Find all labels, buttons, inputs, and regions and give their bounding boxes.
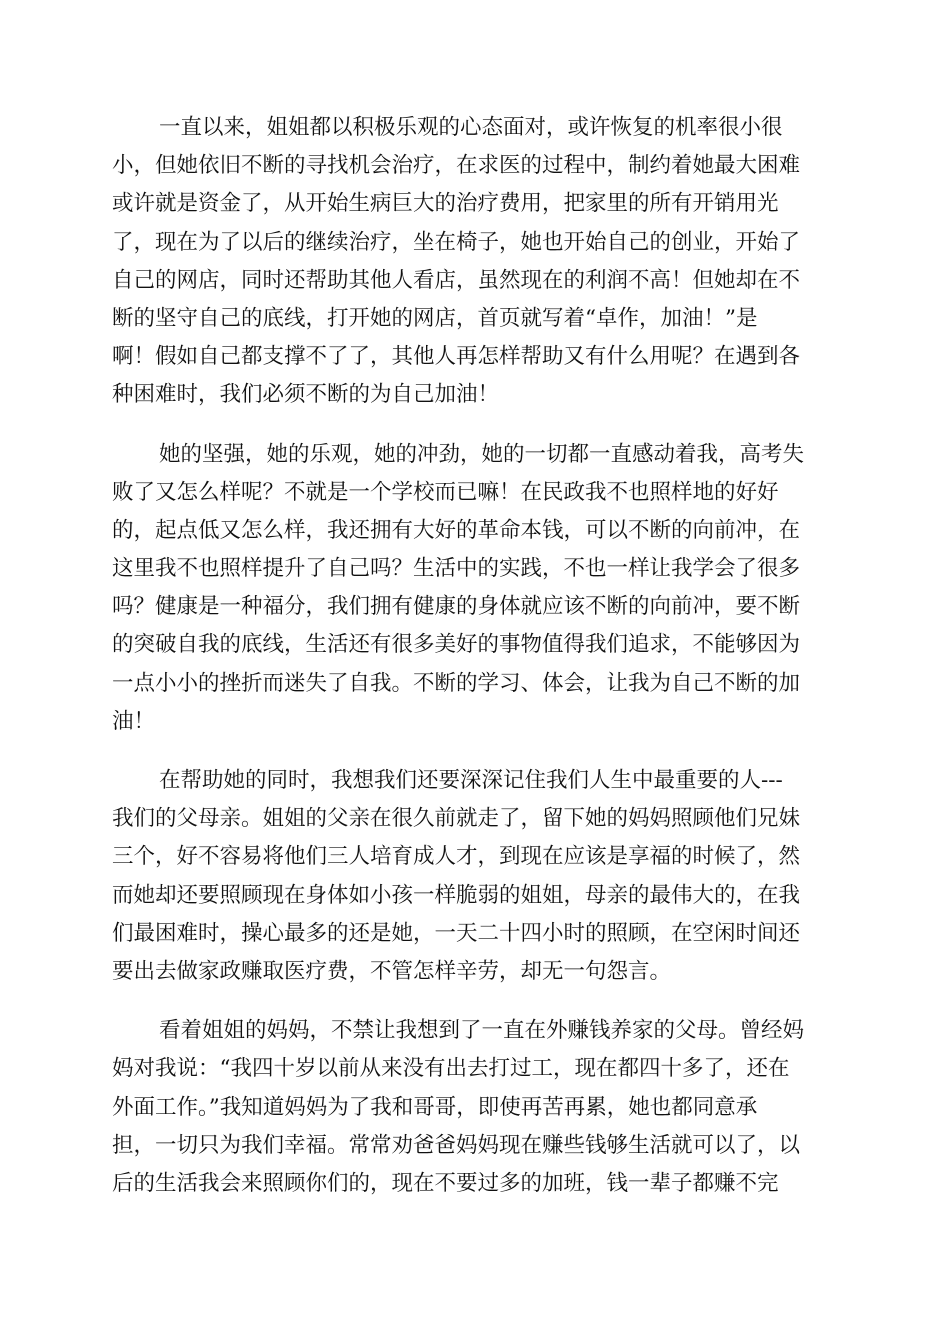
paragraph-1 [112, 109, 836, 415]
text-line: 担，一切只为我们幸福。常常劝爸爸妈妈现在赚些钱够生活就可以了，以 [112, 1132, 801, 1158]
text-line: 断的坚守自己的底线，打开她的网店，首页就写着“卓作，加油！”是 [112, 305, 758, 331]
text-line: 败了又怎么样呢？不就是一个学校而已嘛！在民政我不也照样地的好好 [112, 479, 779, 505]
text-line: 了，现在为了以后的继续治疗，坐在椅子，她也开始自己的创业，开始了 [112, 229, 801, 255]
text-line: 一点小小的挫折而迷失了自我。不断的学习、体会，让我为自己不断的加 [112, 670, 801, 696]
text-line: 的，起点低又怎么样，我还拥有大好的革命本钱，可以不断的向前冲，在 [112, 517, 801, 543]
text-line: 一直以来，姐姐都以积极乐观的心态面对，或许恢复的机率很小很 [159, 115, 783, 140]
text-line: 而她却还要照顾现在身体如小孩一样脆弱的姐姐，母亲的最伟大的，在我 [112, 882, 801, 908]
text-line: 看着姐姐的妈妈，不禁让我想到了一直在外赚钱养家的父母。曾经妈 [159, 1018, 805, 1044]
text-line: 这里我不也照样提升了自己吗？生活中的实践，不也一样让我学会了很多 [112, 556, 801, 582]
text-line: 或许就是资金了，从开始生病巨大的治疗费用，把家里的所有开销用光 [112, 191, 779, 217]
text-line: 小，但她依旧不断的寻找机会治疗，在求医的过程中，制约着她最大困难 [112, 153, 801, 179]
paragraph-3 [112, 762, 836, 991]
text-line: 后的生活我会来照顾你们的，现在不要过多的加班，钱一辈子都赚不完 [112, 1170, 779, 1196]
text-line: 的突破自我的底线，生活还有很多美好的事物值得我们追求，不能够因为 [112, 632, 801, 658]
text-line: 们最困难时，操心最多的还是她，一天二十四小时的照顾，在空闲时间还 [112, 920, 801, 946]
text-line: 要出去做家政赚取医疗费，不管怎样辛劳，却无一句怨言。 [112, 958, 672, 984]
text-line: 在帮助她的同时，我想我们还要深深记住我们人生中最重要的人--- [159, 768, 783, 793]
text-line: 吗？健康是一种福分，我们拥有健康的身体就应该不断的向前冲，要不断 [112, 594, 801, 620]
paragraph-4 [112, 1012, 836, 1203]
text-line: 我们的父母亲。姐姐的父亲在很久前就走了，留下她的妈妈照顾他们兄妹 [112, 806, 801, 832]
text-line: 她的坚强，她的乐观，她的冲劲，她的一切都一直感动着我，高考失 [159, 441, 805, 467]
text-line: 油！ [112, 708, 156, 734]
text-line: 啊！假如自己都支撑不了了，其他人再怎样帮助又有什么用呢？在遇到各 [112, 344, 801, 370]
text-line: 自己的网店，同时还帮助其他人看店，虽然现在的利润不高！但她却在不 [112, 267, 801, 293]
text-line: 三个，好不容易将他们三人培育成人才，到现在应该是享福的时候了，然 [112, 844, 801, 870]
document-body [112, 109, 836, 1224]
paragraph-2 [112, 436, 836, 742]
text-line: 种困难时，我们必须不断的为自己加油！ [112, 382, 500, 408]
text-line: 外面工作。”我知道妈妈为了我和哥哥，即使再苦再累，她也都同意承 [112, 1094, 758, 1120]
text-line: 妈对我说：“我四十岁以前从来没有出去打过工，现在都四十多了，还在 [112, 1056, 790, 1082]
